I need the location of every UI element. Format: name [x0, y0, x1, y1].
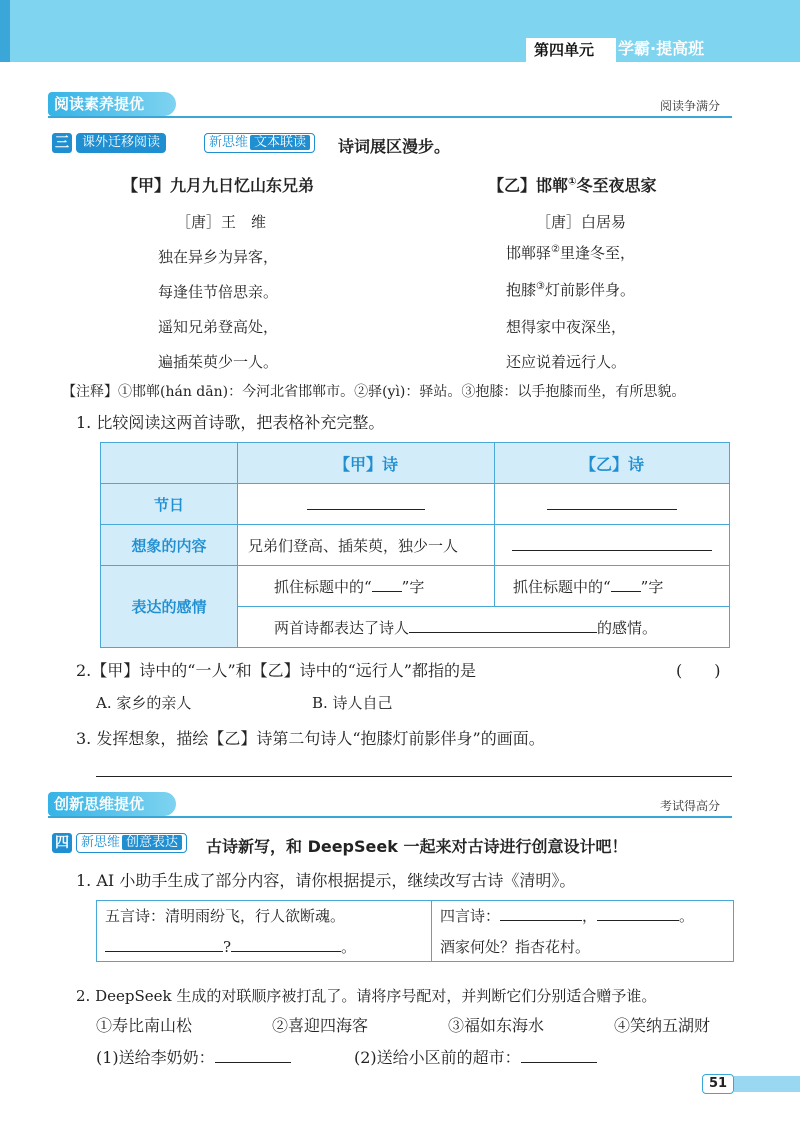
- imagination-a-cell: 兄弟们登高、插茱萸，独少一人: [238, 525, 495, 566]
- punctuation: ?: [223, 938, 232, 956]
- question-3-text: 3. 发挥想象，描绘【乙】诗第二句诗人“抱膝灯前影伴身”的画面。: [76, 729, 545, 748]
- annotations: 【注释】①邯郸(hán dān)：今河北省邯郸市。②驿(yì)：驿站。③抱膝：以手抱膝而坐，有所思貌。: [62, 384, 686, 400]
- couplet-item: ②喜迎四海客: [272, 1016, 369, 1035]
- emotion-shared-cell[interactable]: [238, 607, 730, 648]
- poem-a-line: 每逢佳节倍思亲。: [158, 283, 279, 301]
- poem-rewrite-table: [96, 900, 734, 962]
- five-char-blanks[interactable]: [105, 936, 423, 957]
- question-number: 三: [52, 133, 72, 153]
- row-label-festival: 节日: [101, 484, 238, 525]
- comparison-table: [100, 442, 730, 648]
- answer-blank[interactable]: [500, 906, 582, 921]
- section-right-tag: 考试得高分: [660, 799, 721, 813]
- couplet-item: ③福如东海水: [448, 1016, 545, 1035]
- answer-blank[interactable]: [611, 577, 641, 592]
- emotion-b-cell[interactable]: [495, 566, 730, 607]
- poem-b-text: 邯郸驿: [506, 244, 552, 262]
- cell-text: ”字: [401, 577, 425, 596]
- question-1-text: 1. 比较阅读这两首诗歌，把表格补充完整。: [76, 413, 385, 432]
- poem-b-text: 抱膝: [506, 281, 537, 299]
- footnote-marker: ③: [536, 281, 545, 292]
- poem-a-line: 遍插茱萸少一人。: [158, 353, 279, 371]
- question-type-tag: 课外迁移阅读: [76, 133, 166, 153]
- answer-blank[interactable]: [512, 536, 712, 551]
- punctuation: 。: [341, 938, 357, 956]
- answer-blank[interactable]: [521, 1048, 597, 1063]
- answer-blank[interactable]: [307, 495, 425, 510]
- poem-b-line: 还应说着远行人。: [506, 353, 627, 371]
- poem-b-title-text: 【乙】邯郸: [488, 176, 569, 195]
- answer-blank[interactable]: [597, 906, 679, 921]
- poem-b-text: 里逢冬至，: [559, 244, 635, 262]
- poem-b-title-text: 冬至夜思家: [576, 176, 657, 195]
- section-right-tag: 阅读争满分: [660, 99, 721, 113]
- punctuation: ，: [582, 907, 598, 925]
- answer-label: (1)送给李奶奶：: [96, 1048, 215, 1067]
- four-char-blanks[interactable]: [440, 905, 725, 926]
- answer-label: (2)送给小区前的超市：: [354, 1048, 521, 1067]
- page-number: 51: [702, 1074, 734, 1094]
- section-divider: [48, 116, 732, 118]
- option-a[interactable]: A. 家乡的亲人: [96, 694, 192, 712]
- poem-b-text: 灯前影伴身。: [544, 281, 635, 299]
- option-b[interactable]: B. 诗人自己: [312, 694, 393, 712]
- poem-b-line: 想得家中夜深坐，: [506, 318, 627, 336]
- answer-line[interactable]: [96, 776, 732, 777]
- question-description: 古诗新写，和 DeepSeek 一起来对古诗进行创意设计吧！: [206, 837, 628, 856]
- answer-grandma[interactable]: [96, 1045, 291, 1068]
- cell-text: 四言诗：: [440, 907, 501, 925]
- footnote-marker: ①: [568, 176, 577, 188]
- poem-a-author: ［唐］王 维: [176, 213, 267, 231]
- answer-blank[interactable]: [409, 618, 597, 633]
- five-char-cell[interactable]: [97, 901, 432, 962]
- poem-a-line: 独在异乡为异客，: [158, 248, 279, 266]
- row-label-emotion: 表达的感情: [101, 566, 238, 648]
- four-char-line: 酒家何处？指杏花村。: [440, 938, 591, 956]
- poem-b-line: [506, 279, 635, 300]
- imagination-b-cell[interactable]: [495, 525, 730, 566]
- tag-label: 新思维: [81, 835, 121, 850]
- tag-label-inner: 文本联读: [250, 135, 310, 150]
- section-divider: [48, 816, 732, 818]
- cell-text: 抓住标题中的“: [274, 577, 372, 596]
- four-char-cell[interactable]: [432, 901, 734, 962]
- answer-blank[interactable]: [231, 937, 341, 952]
- poem-b-title: [488, 173, 657, 196]
- question-number: 四: [52, 833, 72, 853]
- question-2-text: 2.【甲】诗中的“一人”和【乙】诗中的“远行人”都指的是: [76, 661, 476, 680]
- section-banner-innovation: [48, 792, 176, 816]
- couplet-item: ④笑纳五湖财: [614, 1016, 711, 1035]
- answer-blank[interactable]: [372, 577, 402, 592]
- festival-a-cell[interactable]: [238, 484, 495, 525]
- brand-label: [618, 36, 704, 62]
- punctuation: 。: [679, 907, 695, 925]
- cell-text: ”字: [640, 577, 664, 596]
- table-header-a: 【甲】诗: [238, 443, 495, 484]
- poem-a-title: 【甲】九月九日忆山东兄弟: [122, 176, 315, 195]
- new-thinking-tag: [76, 833, 187, 853]
- row-label-imagination: 想象的内容: [101, 525, 238, 566]
- section-title: 阅读素养提优: [54, 95, 145, 113]
- cell-text: 的感情。: [597, 618, 658, 637]
- answer-parentheses[interactable]: ( ): [676, 661, 721, 680]
- unit-tag: [526, 38, 616, 62]
- couplet-item: ①寿比南山松: [96, 1016, 193, 1035]
- question-4-1-text: 1. AI 小助手生成了部分内容，请你根据提示，继续改写古诗《清明》。: [76, 871, 576, 890]
- five-char-line: 五言诗：清明雨纷飞，行人欲断魂。: [105, 907, 346, 925]
- poem-a-line: 遥知兄弟登高处，: [158, 318, 279, 336]
- header-left-bar: [0, 0, 10, 62]
- section-title: 创新思维提优: [54, 795, 145, 813]
- answer-blank[interactable]: [547, 495, 677, 510]
- question-description: 诗词展区漫步。: [338, 137, 451, 156]
- question-4-2-text: 2. DeepSeek 生成的对联顺序被打乱了。请将序号配对，并判断它们分别适合赠予谁。: [76, 987, 657, 1005]
- festival-b-cell[interactable]: [495, 484, 730, 525]
- cell-text: 抓住标题中的“: [513, 577, 611, 596]
- answer-supermarket[interactable]: [354, 1045, 597, 1068]
- footnote-marker: ②: [551, 244, 560, 255]
- table-corner: [101, 443, 238, 484]
- section-banner-reading: [48, 92, 176, 116]
- answer-blank[interactable]: [105, 937, 223, 952]
- brand-text: 学霸·提高班: [618, 39, 705, 58]
- emotion-a-cell[interactable]: [238, 566, 495, 607]
- table-header-b: 【乙】诗: [495, 443, 730, 484]
- tag-label-inner: 创意表达: [122, 835, 182, 850]
- page-number-bar: [734, 1076, 800, 1092]
- poem-b-author: ［唐］白居易: [536, 213, 627, 231]
- answer-blank[interactable]: [215, 1048, 291, 1063]
- tag-label: 新思维: [209, 135, 249, 150]
- unit-label: 第四单元: [534, 41, 595, 59]
- new-thinking-tag: [204, 133, 315, 153]
- poem-b-line: [506, 242, 635, 263]
- cell-text: 两首诗都表达了诗人: [274, 618, 410, 637]
